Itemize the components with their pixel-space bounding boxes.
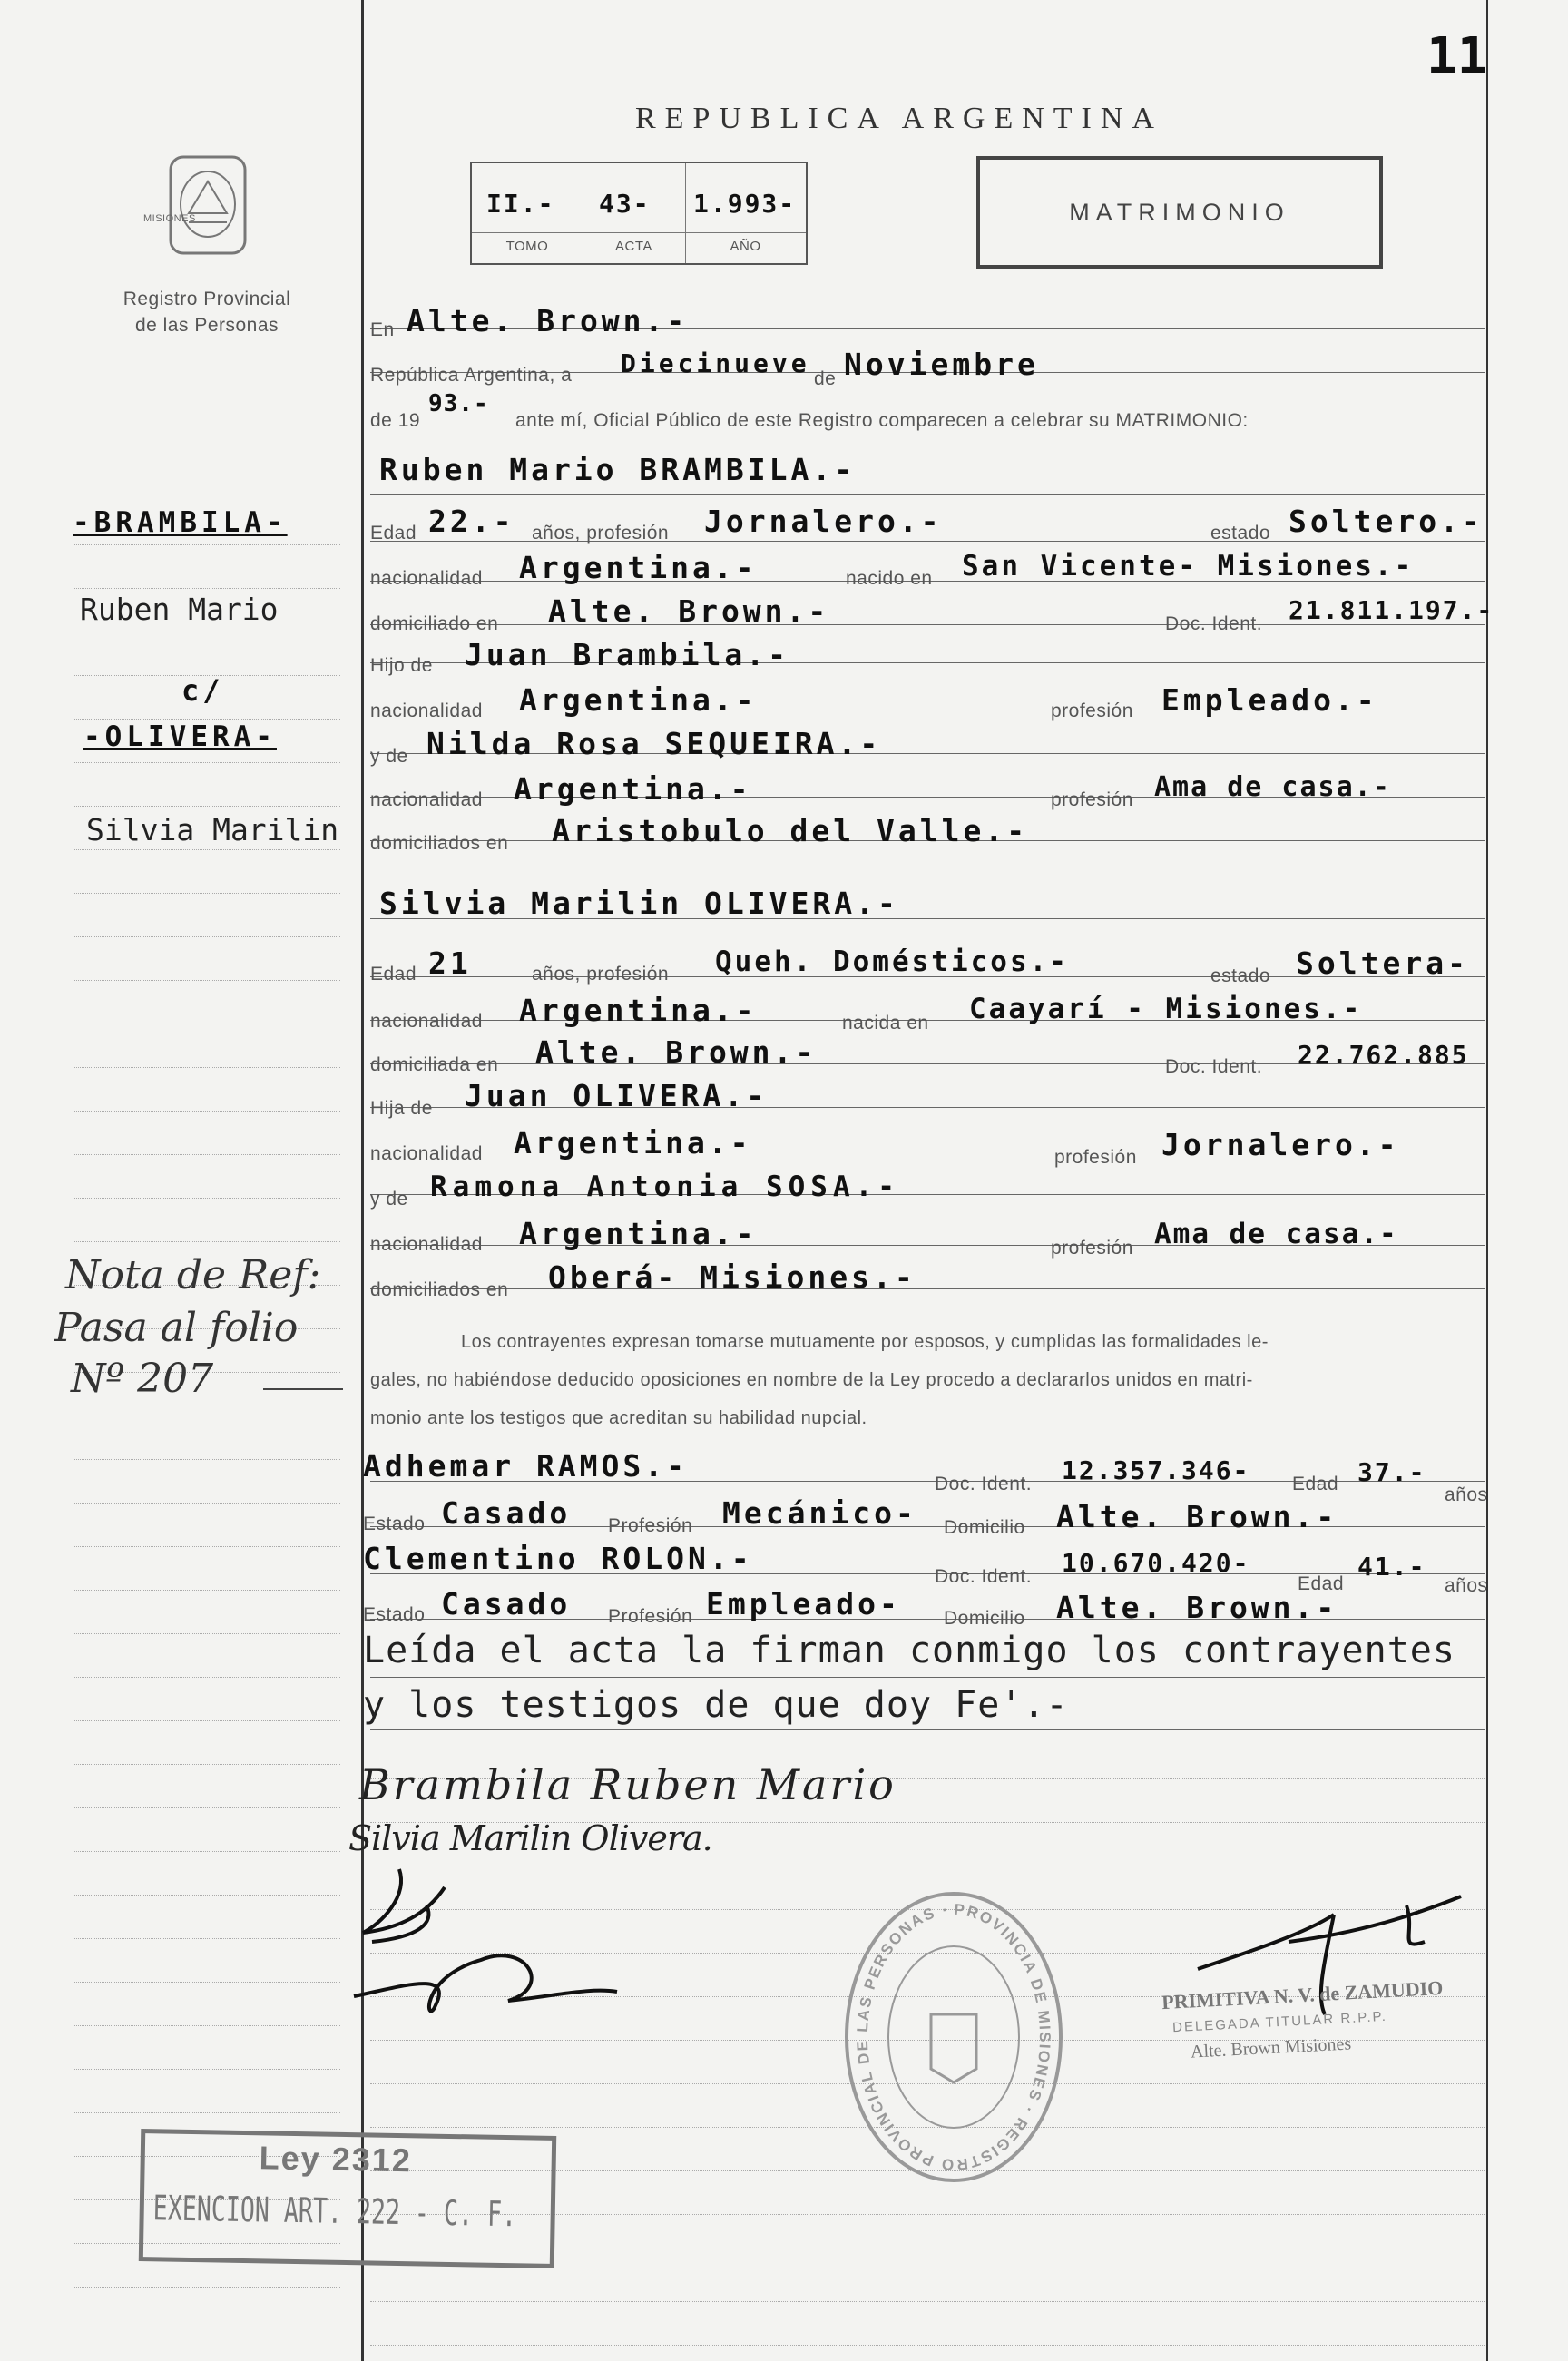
groom-edad-label: Edad: [370, 523, 417, 544]
margin-groom-names: Ruben Mario: [80, 592, 279, 627]
witness2-name: Clementino ROLON.-: [363, 1541, 753, 1576]
official-stamp-line3: Alte. Brown Misiones: [1190, 2033, 1352, 2062]
tomo-value: II.-: [486, 189, 555, 219]
margin-note-line2: Pasa al folio: [54, 1305, 299, 1351]
margin-rule-line: [73, 1720, 340, 1721]
groom-domicilio: Alte. Brown.-: [548, 593, 830, 629]
margin-rule-line: [73, 1154, 340, 1155]
groom-father-nac-label: nacionalidad: [370, 700, 483, 721]
bride-nacida-label: nacida en: [842, 1013, 929, 1034]
bride-estado-label: estado: [1210, 965, 1271, 986]
bride-father-nac-label: nacionalidad: [370, 1143, 483, 1164]
witness2-anos-label: años: [1445, 1575, 1488, 1596]
month-value: Noviembre: [844, 347, 1039, 382]
bride-profession: Queh. Domésticos.-: [715, 945, 1069, 978]
declaration-line1: Los contrayentes expresan tomarse mutuamente por esposos, y cumplidas las formalidades le-: [461, 1332, 1269, 1352]
groom-doc-label: Doc. Ident.: [1165, 613, 1263, 634]
groom-father-prof-label: profesión: [1051, 700, 1133, 721]
margin-rule-line: [73, 1459, 340, 1460]
margin-rule-line: [73, 893, 340, 894]
groom-nacionalidad: Argentina.-: [519, 550, 758, 585]
seal-label: MISIONES: [143, 213, 196, 224]
groom-mother: Nilda Rosa SEQUEIRA.-: [426, 726, 882, 761]
margin-note-underline: [263, 1388, 343, 1390]
margin-rule-line: [73, 1677, 340, 1678]
witness1-profession: Mecánico-: [722, 1495, 917, 1531]
body-rule-line: [370, 2345, 1485, 2346]
bride-yde-label: y de: [370, 1189, 408, 1210]
groom-dom-label: domiciliado en: [370, 613, 499, 634]
groom-signature: Brambila Ruben Mario: [359, 1760, 897, 1809]
act-type-box: [976, 156, 1383, 269]
bride-mother: Ramona Antonia SOSA.-: [430, 1171, 900, 1203]
declaration-line2: gales, no habiéndose deducido oposiciones en nombre de la Ley procedo a declararlos unidos en matri-: [370, 1370, 1253, 1390]
margin-note-line1: Nota de Ref:: [65, 1252, 321, 1298]
witness-signatures-scribble: [345, 1851, 635, 2033]
page-number: 11: [1426, 27, 1488, 86]
act-type-label: MATRIMONIO: [1069, 198, 1290, 226]
bride-dom-label: domiciliada en: [370, 1054, 499, 1075]
witness1-name: Adhemar RAMOS.-: [363, 1448, 689, 1484]
registry-name-line1: Registro Provincial: [122, 289, 291, 309]
groom-father-nac: Argentina.-: [519, 682, 758, 718]
coat-of-arms-seal: [162, 150, 254, 260]
margin-rule-line: [73, 1851, 340, 1852]
de-label: de: [814, 368, 837, 389]
witness2-edad: 41.-: [1357, 1552, 1426, 1582]
bride-doc: 22.762.885: [1298, 1040, 1469, 1070]
bride-mother-nac-label: nacionalidad: [370, 1234, 483, 1255]
tomo-label: TOMO: [505, 239, 549, 254]
ano-value: 1.993-: [693, 189, 797, 219]
margin-rule-line: [73, 2069, 340, 2070]
margin-bride-surname: -OLIVERA-: [83, 720, 277, 753]
witness2-dom-label: Domicilio: [944, 1608, 1025, 1629]
margin-rule-line: [73, 2287, 340, 2288]
witness1-prof-label: Profesión: [608, 1515, 693, 1536]
groom-estado: Soltero.-: [1289, 504, 1484, 539]
margin-rule-line: [73, 2112, 340, 2113]
witness1-dom-label: Domicilio: [944, 1517, 1025, 1538]
oval-seal-text: PROVINCIA DE MISIONES · REGISTRO PROVINCIAL DE LAS PERSONAS ·: [853, 1900, 1054, 2174]
day-value: Diecinueve: [621, 348, 810, 378]
bride-anos-prof-label: años, profesión: [532, 964, 670, 985]
groom-profession: Jornalero.-: [704, 504, 943, 539]
margin-rule-line: [73, 1982, 340, 1983]
body-fill-line: [370, 1288, 1485, 1289]
republica-label: República Argentina, a: [370, 365, 573, 386]
margin-connector: c/: [181, 673, 224, 708]
acta-label: ACTA: [615, 239, 652, 254]
witness1-doc: 12.357.346-: [1062, 1455, 1250, 1485]
witness2-profession: Empleado-: [706, 1586, 901, 1621]
official-stamp-line2: DELEGADA TITULAR R.P.P.: [1171, 2008, 1388, 2036]
bride-mother-prof-label: profesión: [1051, 1238, 1133, 1259]
margin-rule-line: [73, 980, 340, 981]
compar-label: ante mí, Oficial Público de este Registro comparecen a celebrar su MATRIMONIO:: [515, 410, 1249, 431]
bride-father-nac: Argentina.-: [514, 1125, 752, 1161]
groom-mother-prof-label: profesión: [1051, 789, 1133, 810]
margin-rule-line: [73, 1590, 340, 1591]
bride-nacionalidad: Argentina.-: [519, 993, 758, 1028]
groom-nac-label: nacionalidad: [370, 568, 483, 589]
margin-rule-line: [73, 1241, 340, 1242]
groom-parents-dom: Aristobulo del Valle.-: [552, 813, 1029, 848]
witness2-prof-label: Profesión: [608, 1606, 693, 1627]
bride-nac-label: nacionalidad: [370, 1011, 483, 1032]
country-title: REPUBLICA ARGENTINA: [635, 102, 1163, 135]
groom-doc: 21.811.197.-: [1289, 595, 1494, 625]
bride-parents-dom-label: domiciliados en: [370, 1279, 509, 1300]
exemption-stamp-line1: Ley 2312: [259, 2139, 413, 2180]
witness1-doc-label: Doc. Ident.: [935, 1474, 1033, 1494]
body-rule-line: [370, 2301, 1485, 2302]
bride-edad-label: Edad: [370, 964, 417, 985]
margin-groom-surname: -BRAMBILA-: [73, 506, 288, 539]
registry-name-line2: de las Personas: [134, 315, 279, 336]
groom-edad: 22.-: [428, 504, 515, 539]
record-number-box: [470, 162, 808, 265]
exemption-stamp-line2: EXENCION ART. 222 - C. F.: [152, 2188, 517, 2235]
margin-rule-line: [73, 1633, 340, 1634]
margin-rule-line: [73, 1807, 340, 1808]
groom-parents-dom-label: domiciliados en: [370, 833, 509, 854]
year-prefix-label: de 19: [370, 410, 421, 431]
margin-rule-line: [73, 2025, 340, 2026]
witness1-estado: Casado: [441, 1495, 572, 1531]
groom-anos-prof-label: años, profesión: [532, 523, 670, 544]
margin-rule-line: [73, 1938, 340, 1939]
bride-father-prof-label: profesión: [1054, 1147, 1137, 1168]
bride-mother-prof: Ama de casa.-: [1154, 1218, 1398, 1250]
witness2-domicilio: Alte. Brown.-: [1056, 1590, 1338, 1625]
bride-signature: Silvia Marilin Olivera.: [348, 1818, 712, 1858]
margin-rule-line: [73, 719, 340, 720]
groom-estado-label: estado: [1210, 523, 1271, 544]
body-fill-line: [370, 1677, 1485, 1678]
witness2-estado-label: Estado: [363, 1604, 426, 1625]
bride-father-prof: Jornalero.-: [1161, 1127, 1400, 1162]
declaration-line3: monio ante los testigos que acreditan su habilidad nupcial.: [370, 1408, 867, 1428]
groom-birthplace: San Vicente- Misiones.-: [962, 550, 1415, 583]
body-fill-line: [370, 1729, 1485, 1730]
margin-rule-line: [73, 806, 340, 807]
margin-bride-names: Silvia Marilin: [86, 812, 339, 847]
closing-line2: y los testigos de que doy Fe'.-: [363, 1684, 1069, 1726]
groom-mother-nac: Argentina.-: [514, 771, 752, 807]
bride-name: Silvia Marilin OLIVERA.-: [379, 886, 899, 921]
margin-note-line3: Nº 207: [71, 1356, 214, 1402]
margin-rule-line: [73, 1198, 340, 1199]
witness1-anos-label: años: [1445, 1484, 1488, 1505]
groom-hijo-label: Hijo de: [370, 655, 433, 676]
bride-edad: 21: [428, 945, 472, 981]
witness2-doc: 10.670.420-: [1062, 1548, 1250, 1578]
bride-estado: Soltera-: [1296, 945, 1469, 981]
en-label: En: [370, 319, 395, 340]
margin-rule-line: [73, 762, 340, 763]
bride-parents-dom: Oberá- Misiones.-: [548, 1259, 916, 1295]
witness1-domicilio: Alte. Brown.-: [1056, 1499, 1338, 1534]
ano-label: AÑO: [730, 239, 761, 254]
closing-line1: Leída el acta la firman conmigo los contrayentes: [363, 1630, 1455, 1671]
place-value: Alte. Brown.-: [407, 303, 689, 338]
groom-mother-nac-label: nacionalidad: [370, 789, 483, 810]
margin-rule-line: [73, 936, 340, 937]
margin-rule-line: [73, 1067, 340, 1068]
registry-oval-seal: [840, 1887, 1067, 2187]
margin-rule-line: [73, 1895, 340, 1896]
bride-father: Juan OLIVERA.-: [465, 1078, 769, 1113]
bride-birthplace: Caayarí - Misiones.-: [969, 993, 1363, 1025]
official-stamp-line1: PRIMITIVA N. V. de ZAMUDIO: [1161, 1975, 1444, 2014]
groom-mother-prof: Ama de casa.-: [1154, 771, 1391, 803]
witness1-estado-label: Estado: [363, 1514, 426, 1534]
bride-hija-label: Hija de: [370, 1098, 433, 1119]
body-fill-line: [370, 494, 1485, 495]
groom-yde-label: y de: [370, 746, 408, 767]
margin-rule-line: [73, 1546, 340, 1547]
bride-domicilio: Alte. Brown.-: [535, 1034, 818, 1070]
margin-rule-line: [73, 1503, 340, 1504]
margin-rule-line: [73, 544, 340, 545]
groom-nacido-label: nacido en: [846, 568, 933, 589]
witness2-estado: Casado: [441, 1586, 572, 1621]
exemption-stamp: [139, 2129, 556, 2268]
margin-rule-line: [73, 1764, 340, 1765]
witness1-edad: 37.-: [1357, 1457, 1426, 1487]
bride-mother-nac: Argentina.-: [519, 1216, 758, 1251]
year-value: 93.-: [428, 390, 489, 417]
acta-value: 43-: [599, 189, 651, 219]
margin-rule-line: [73, 588, 340, 589]
bride-doc-label: Doc. Ident.: [1165, 1056, 1263, 1077]
groom-name: Ruben Mario BRAMBILA.-: [379, 452, 857, 487]
groom-father-prof: Empleado.-: [1161, 682, 1378, 718]
witness2-doc-label: Doc. Ident.: [935, 1566, 1033, 1587]
groom-father: Juan Brambila.-: [465, 637, 790, 672]
margin-rule-line: [73, 1111, 340, 1112]
witness1-edad-label: Edad: [1292, 1474, 1339, 1494]
margin-rule-line: [73, 849, 340, 850]
witness2-edad-label: Edad: [1298, 1573, 1345, 1594]
